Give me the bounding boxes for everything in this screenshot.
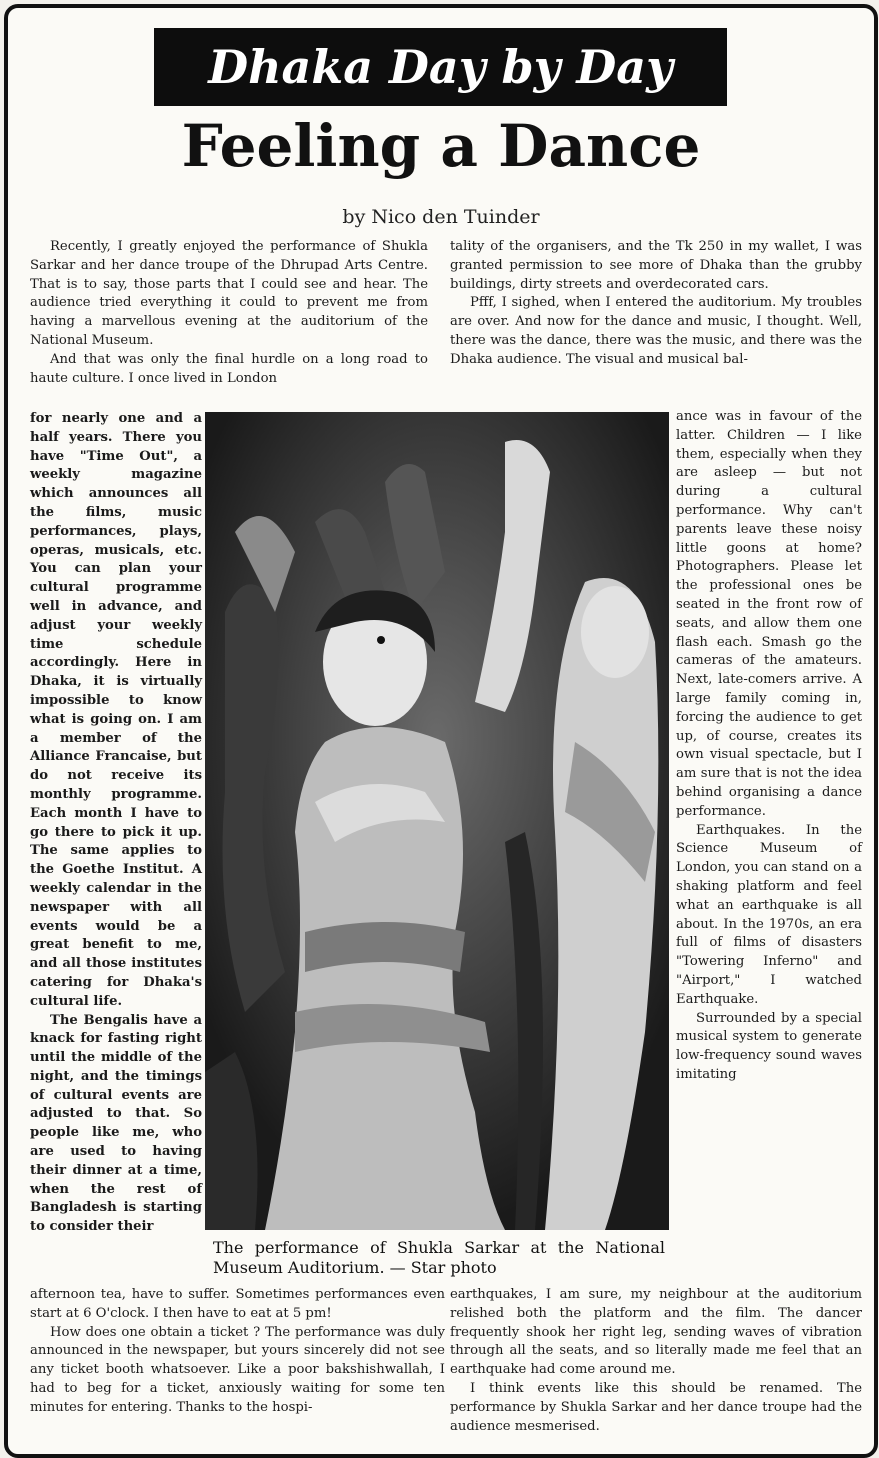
paragraph: ance was in favour of the latter. Children — I like them, especially when they are asleep — but not during a cultural performance. Why can't parents leave these noisy little goons at home? Photographers. Please let the professional ones be seated in the front row of seats, and allow them one flash each. Smash go the cameras of the amateurs. Next, late-comers arrive. A large family coming in, forcing the audience to get up, of course, creates its own visual spectacle, but I am sure that is not the idea behind organising a dance performance. (676, 409, 862, 819)
masthead-title: Dhaka Day by Day (208, 40, 673, 94)
column-1-top (30, 238, 428, 388)
article-headline: Feeling a Dance (181, 112, 701, 180)
paragraph: The Bengalis have a knack for fasting right until the middle of the night, and the timings of cultural events are adjusted to that. So people like me, who are used to having their dinner at a time, when the rest of Bangladesh is starting to consider their (30, 1012, 202, 1235)
column-3-narrow (676, 408, 862, 1085)
photo-caption: The performance of Shukla Sarkar at the National Museum Auditorium. — Star photo (213, 1238, 665, 1277)
paragraph: Recently, I greatly enjoyed the performance of Shukla Sarkar and her dance troupe of the Dhrupad Arts Centre. That is to say, those parts that I could see and hear. The audience tried everything it could to prevent me from having a marvellous evening at the auditorium of the National Museum. (30, 239, 428, 348)
dance-photo (205, 412, 669, 1230)
newspaper-clipping (4, 4, 878, 1458)
paragraph: tality of the organisers, and the Tk 250 in my wallet, I was granted permission to see more of Dhaka than the grubby buildings, dirty streets and overdecorated cars. (450, 239, 862, 292)
column-masthead (154, 28, 727, 106)
paragraph: earthquakes, I am sure, my neighbour at the auditorium relished both the platform and the film. The dancer frequently shook her right leg, sending waves of vibration through all the seats, and so literally made me feel that an earthquake had come around me. (450, 1287, 862, 1378)
column-1-narrow (30, 410, 202, 1237)
paragraph: I think events like this should be renamed. The performance by Shukla Sarkar and her dance troupe had the audience mesmerised. (450, 1380, 862, 1434)
column-2-bottom (450, 1286, 862, 1436)
paragraph: Earthquakes. In the Science Museum of London, you can stand on a shaking platform and feel what an earthquake is all about. In the 1970s, an era full of films of disasters "Towering Inferno" and "Airport," I watched Earthquake. (676, 822, 862, 1007)
paragraph: Surrounded by a special musical system to generate low-frequency sound waves imitating (676, 1010, 862, 1082)
column-2-top (450, 238, 862, 370)
paragraph: afternoon tea, have to suffer. Sometimes performances even start at 6 O'clock. I then have to eat at 5 pm! (30, 1287, 445, 1321)
article-byline: by Nico den Tuinder (342, 206, 540, 228)
column-1-bottom (30, 1286, 445, 1418)
paragraph: How does one obtain a ticket ? The performance was duly announced in the newspaper, but yours sincerely did not see any ticket booth whatsoever. Like a poor bakshishwallah, I had to beg for a ticket, anxiously waiting for some ten minutes for entering. Thanks to the hospi- (30, 1324, 445, 1415)
paragraph: for nearly one and a half years. There you have "Time Out", a weekly magazine which announces all the films, music performances, plays, operas, musicals, etc. You can plan your cultural programme well in advance, and adjust your weekly time schedule accordingly. Here in Dhaka, it is virtually impossible to know what is going on. I am a member of the Alliance Francaise, but do not receive its monthly programme. Each month I have to go there to pick it up. The same applies to the Goethe Institut. A weekly calendar in the newspaper with all events would be a great benefit to me, and all those institutes catering for Dhaka's cultural life. (30, 411, 202, 1009)
dancers-illustration (205, 412, 669, 1230)
paragraph: Pfff, I sighed, when I entered the auditorium. My troubles are over. And now for the dance and music, I thought. Well, there was the dance, there was the music, and there was the Dhaka audience. The visual and musical bal- (450, 295, 862, 367)
paragraph: And that was only the final hurdle on a long road to haute culture. I once lived in London (30, 351, 428, 386)
